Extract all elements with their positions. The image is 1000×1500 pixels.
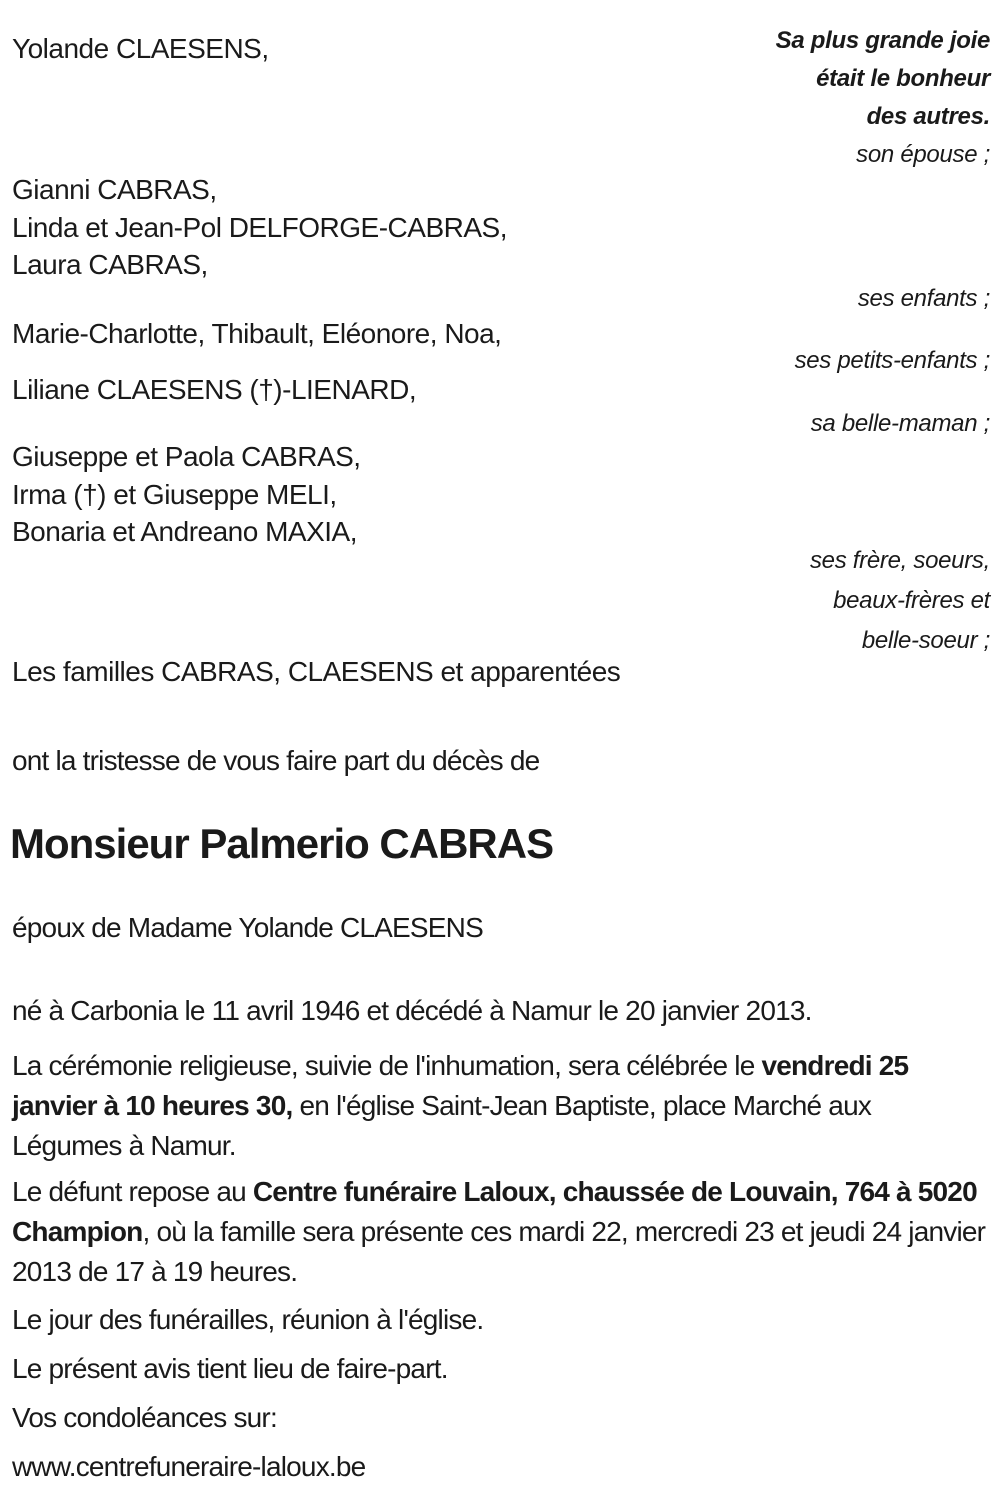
funeral-day-line: Le jour des funérailles, réunion à l'église. [12, 1304, 484, 1335]
mourner-name: Giuseppe et Paola CABRAS, [12, 441, 361, 472]
notice-line: Le présent avis tient lieu de faire-part. [12, 1353, 448, 1384]
relation-label-mother-in-law: sa belle-maman ; [810, 410, 990, 437]
epitaph-line: Sa plus grande joie [775, 27, 990, 54]
repose-text-bold: Centre funéraire Laloux, chaussée de Louvain, 764 à 5020 Champion [12, 1176, 977, 1247]
mourner-name: Bonaria et Andreano MAXIA, [12, 516, 357, 547]
relation-line: beaux-frères et [833, 587, 990, 614]
relation-line: ses frère, soeurs, [809, 547, 990, 574]
relation-label-grandchildren: ses petits-enfants ; [794, 347, 990, 374]
spouse-name: Yolande CLAESENS, [12, 33, 269, 64]
relation-label-children: ses enfants ; [857, 285, 990, 312]
repose-text-post: , où la famille sera présente ces mardi 22, mercredi 23 et jeudi 24 janvier 2013 de 17 à 19 heures. [12, 1216, 986, 1287]
repose-paragraph [12, 1172, 986, 1292]
announcement-intro: ont la tristesse de vous faire part du décès de [12, 745, 540, 776]
ceremony-paragraph [12, 1046, 986, 1166]
relation-label-siblings [810, 541, 990, 661]
mourner-name: Irma (†) et Giuseppe MELI, [12, 478, 337, 510]
epitaph-line: des autres. [866, 103, 990, 130]
families-line: Les familles CABRAS, CLAESENS et apparentées [12, 656, 621, 687]
mourner-group-siblings [12, 438, 361, 551]
deceased-name-title: Monsieur Palmerio CABRAS [10, 820, 554, 867]
epitaph-line: était le bonheur [816, 65, 990, 92]
ceremony-text-post: en l'église Saint-Jean Baptiste, place Marché aux Légumes à Namur. [12, 1090, 872, 1161]
ceremony-text-pre: La cérémonie religieuse, suivie de l'inhumation, sera célébrée le [12, 1050, 762, 1081]
mourner-name: Linda et Jean-Pol DELFORGE-CABRAS, [12, 211, 507, 243]
epitaph-quote [776, 22, 990, 174]
mourner-group-children [12, 171, 507, 284]
mourner-group-grandchildren: Marie-Charlotte, Thibault, Eléonore, Noa, [12, 318, 502, 349]
website-url: www.centrefuneraire-laloux.be [12, 1451, 366, 1482]
mourner-name: Gianni CABRAS, [12, 174, 217, 205]
ceremony-text-bold: vendredi 25 janvier à 10 heures 30, [12, 1050, 909, 1121]
life-dates-line: né à Carbonia le 11 avril 1946 et décédé à Namur le 20 janvier 2013. [12, 995, 812, 1026]
condolences-label: Vos condoléances sur: [12, 1402, 277, 1433]
mourner-name: Laura CABRAS, [12, 249, 208, 280]
epitaph-attribution: son épouse ; [856, 141, 990, 168]
repose-text-pre: Le défunt repose au [12, 1176, 253, 1207]
mourner-group-mother-in-law: Liliane CLAESENS (†)-LIENARD, [12, 374, 417, 405]
relation-to-spouse-line: époux de Madame Yolande CLAESENS [12, 912, 483, 943]
relation-line: belle-soeur ; [861, 627, 990, 654]
